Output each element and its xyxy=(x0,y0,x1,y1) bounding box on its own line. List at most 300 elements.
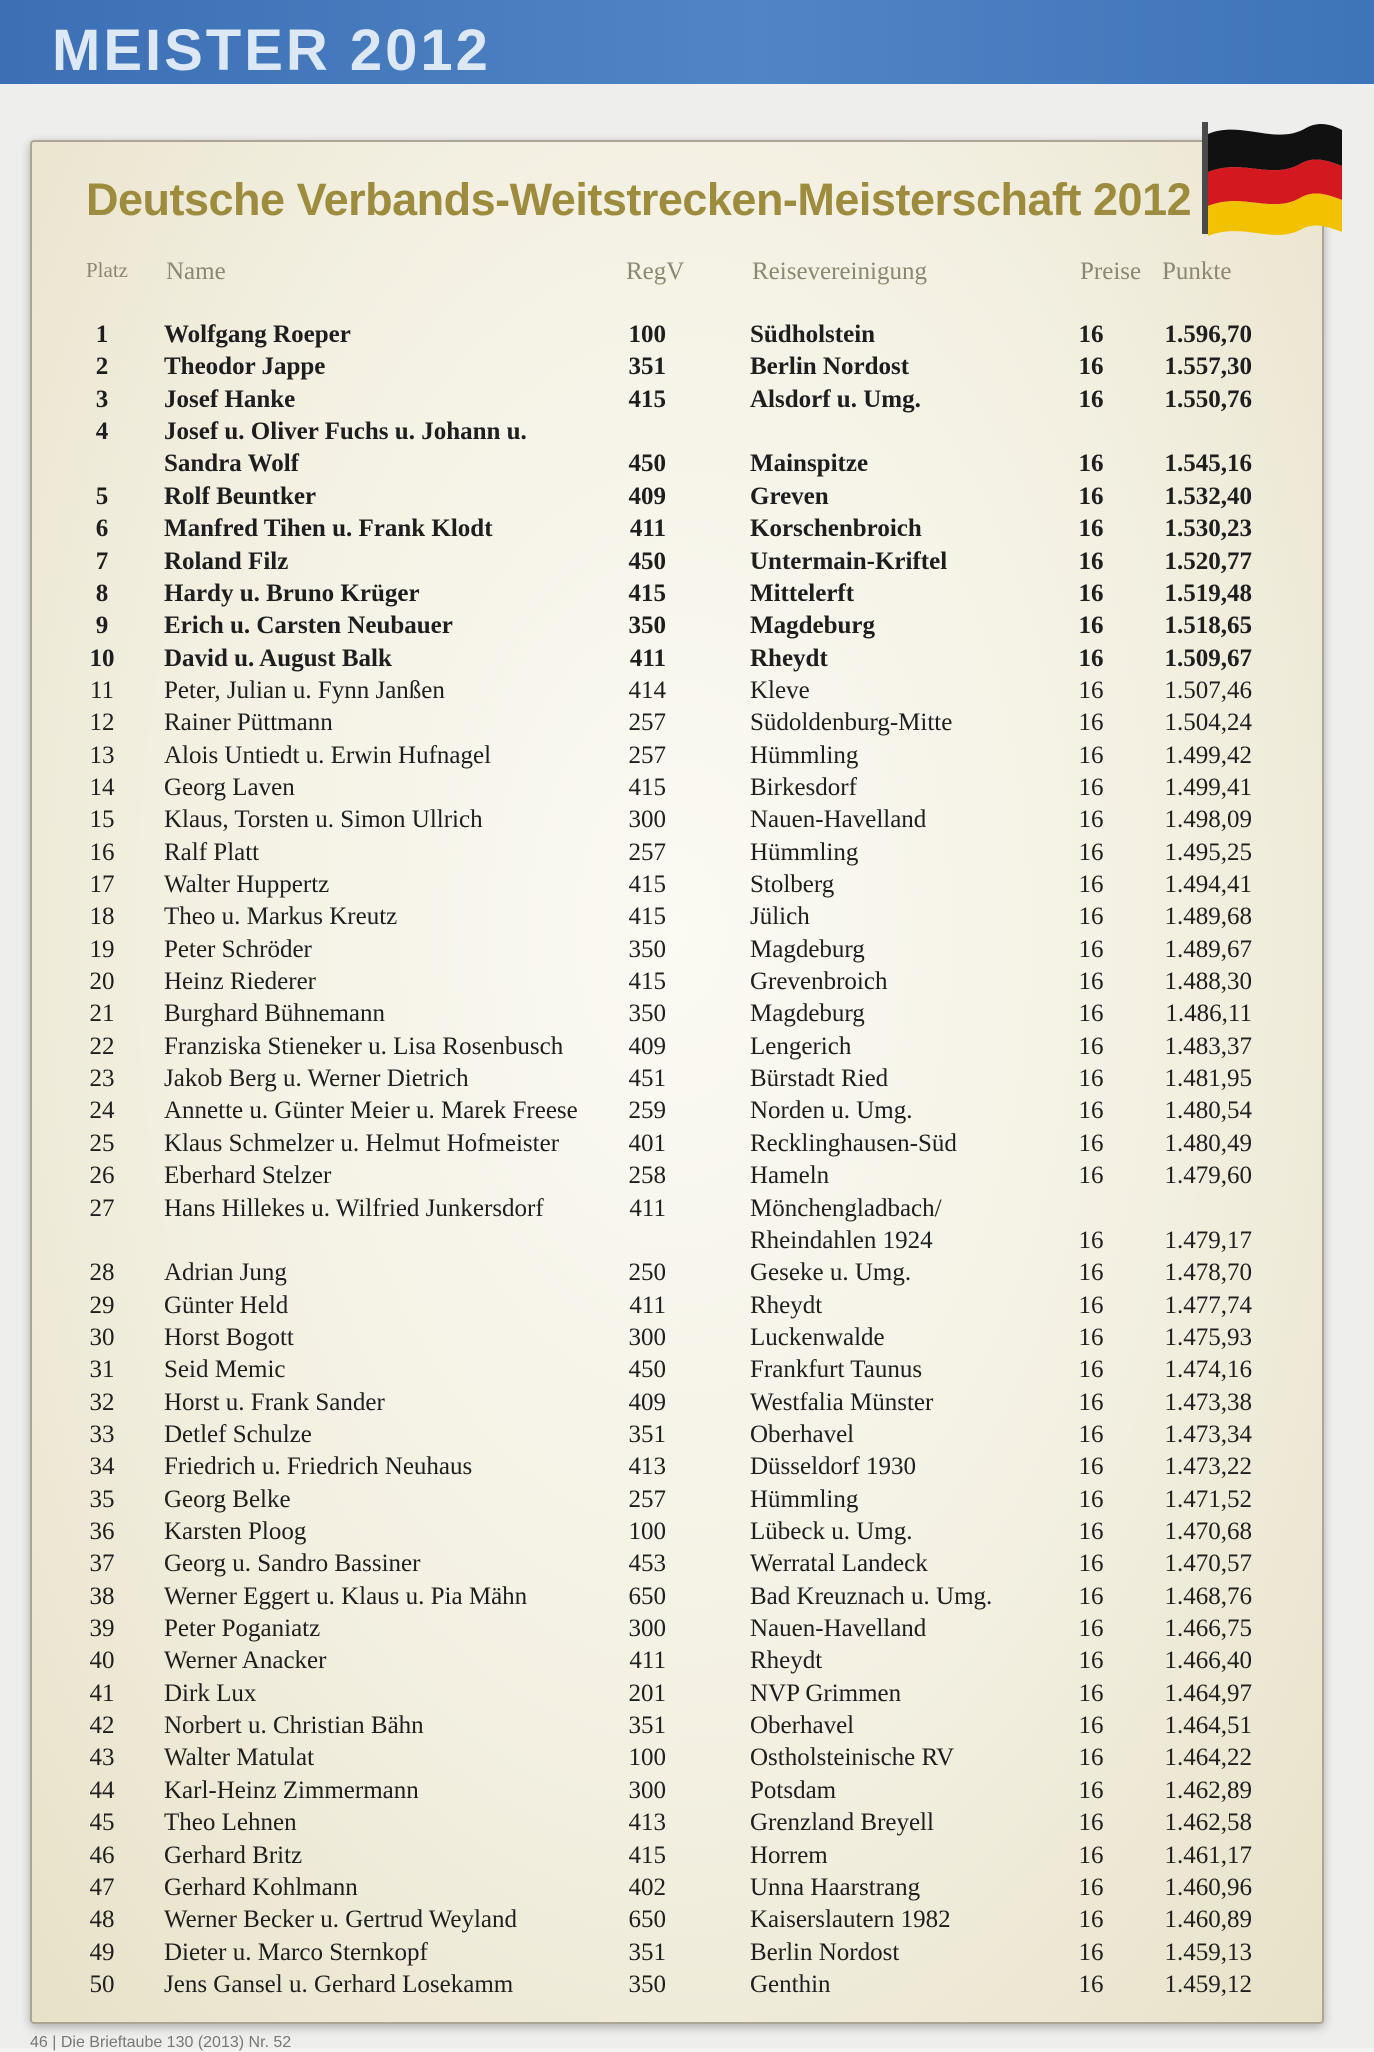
cell-name: Georg Belke xyxy=(164,1485,291,1513)
table-row xyxy=(0,1741,1374,1775)
cell-platz: 10 xyxy=(89,644,115,672)
cell-preise: 16 xyxy=(1078,1291,1104,1319)
table-row xyxy=(0,1127,1374,1161)
cell-name: Josef Hanke xyxy=(164,385,296,413)
cell-name: Manfred Tihen u. Frank Klodt xyxy=(164,515,493,543)
cell-punkte: 1.464,22 xyxy=(1164,1744,1252,1772)
cell-preise: 16 xyxy=(1078,353,1104,381)
cell-preise: 16 xyxy=(1078,1970,1104,1998)
cell-regv: 415 xyxy=(628,773,666,801)
cell-regv: 100 xyxy=(628,1744,666,1772)
table-row xyxy=(0,350,1374,384)
cell-platz: 14 xyxy=(89,773,115,801)
table-row xyxy=(0,1483,1374,1517)
table-row xyxy=(0,1192,1374,1226)
cell-preise: 16 xyxy=(1078,773,1104,801)
cell-rv: Grenzland Breyell xyxy=(750,1809,934,1837)
cell-name: Dirk Lux xyxy=(164,1679,257,1707)
cell-regv: 411 xyxy=(629,1291,666,1319)
german-flag-icon xyxy=(1196,116,1346,238)
cell-regv: 201 xyxy=(628,1679,666,1707)
cell-name: Burghard Bühnemann xyxy=(164,1000,386,1028)
cell-preise: 16 xyxy=(1078,1938,1104,1966)
cell-preise: 16 xyxy=(1078,1906,1104,1934)
table-row xyxy=(0,642,1374,676)
cell-preise: 16 xyxy=(1078,579,1104,607)
table-row xyxy=(0,1677,1374,1711)
table-row xyxy=(0,1224,1374,1258)
cell-name: Ralf Platt xyxy=(164,838,260,866)
cell-platz: 23 xyxy=(89,1065,115,1093)
table-row xyxy=(0,1839,1374,1873)
cell-preise: 16 xyxy=(1078,968,1104,995)
cell-regv: 409 xyxy=(628,482,666,510)
cell-preise: 16 xyxy=(1078,1647,1104,1675)
cell-name: David u. August Balk xyxy=(164,644,392,672)
cell-name: Norbert u. Christian Bähn xyxy=(164,1712,424,1739)
cell-platz: 48 xyxy=(89,1906,115,1934)
cell-punkte: 1.494,41 xyxy=(1164,871,1252,898)
cell-name: Alois Untiedt u. Erwin Hufnagel xyxy=(164,741,492,769)
cell-punkte: 1.557,30 xyxy=(1164,353,1252,381)
cell-regv: 411 xyxy=(629,1647,666,1675)
cell-rv: Alsdorf u. Umg. xyxy=(750,385,921,413)
cell-preise: 16 xyxy=(1078,1615,1104,1642)
table-row xyxy=(0,1547,1374,1581)
cell-preise: 16 xyxy=(1078,1323,1104,1351)
cell-regv: 300 xyxy=(628,806,666,834)
cell-preise: 16 xyxy=(1078,1453,1104,1481)
table-row xyxy=(0,1580,1374,1614)
cell-rv: Geseke u. Umg. xyxy=(750,1259,912,1287)
cell-punkte: 1.486,11 xyxy=(1165,1000,1252,1028)
cell-preise: 16 xyxy=(1078,1873,1104,1901)
cell-name: Walter Matulat xyxy=(164,1744,315,1772)
cell-platz: 33 xyxy=(89,1420,115,1448)
cell-punkte: 1.499,41 xyxy=(1164,773,1252,801)
cell-rv: Grevenbroich xyxy=(750,968,888,995)
cell-name: Werner Becker u. Gertrud Weyland xyxy=(164,1906,518,1934)
cell-name: Peter Schröder xyxy=(164,935,312,963)
table-row xyxy=(0,868,1374,902)
cell-regv: 411 xyxy=(629,644,666,672)
table-row xyxy=(0,1386,1374,1420)
cell-platz: 29 xyxy=(89,1291,115,1319)
cell-rv: Berlin Nordost xyxy=(750,1938,900,1966)
cell-punkte: 1.489,67 xyxy=(1164,935,1252,963)
cell-platz: 13 xyxy=(89,741,115,769)
cell-name: Horst u. Frank Sander xyxy=(164,1388,385,1416)
cell-platz: 22 xyxy=(89,1032,115,1060)
cell-regv: 401 xyxy=(628,1129,666,1157)
cell-regv: 300 xyxy=(628,1776,666,1804)
table-row xyxy=(0,1903,1374,1937)
cell-platz: 42 xyxy=(89,1712,115,1739)
table-row xyxy=(0,1418,1374,1452)
cell-rv: Hümmling xyxy=(750,1485,859,1513)
cell-regv: 351 xyxy=(628,353,666,381)
cell-name: Horst Bogott xyxy=(164,1323,294,1351)
cell-name: Günter Held xyxy=(164,1291,289,1319)
cell-regv: 411 xyxy=(629,515,666,543)
cell-preise: 16 xyxy=(1078,1129,1104,1157)
cell-rv: Genthin xyxy=(750,1970,831,1998)
cell-preise: 16 xyxy=(1078,1841,1104,1869)
cell-regv: 350 xyxy=(628,1000,666,1028)
cell-punkte: 1.478,70 xyxy=(1164,1259,1252,1287)
cell-platz: 27 xyxy=(89,1194,115,1222)
table-row xyxy=(0,512,1374,546)
page-footer: 46 | Die Brieftaube 130 (2013) Nr. 52 xyxy=(30,2034,292,2051)
cell-rv: Magdeburg xyxy=(750,1000,865,1028)
cell-platz: 2 xyxy=(95,353,109,381)
cell-rv: Horrem xyxy=(750,1841,828,1869)
table-row xyxy=(0,706,1374,740)
cell-punkte: 1.550,76 xyxy=(1164,385,1252,413)
cell-punkte: 1.473,22 xyxy=(1164,1453,1252,1481)
cell-rv: Oberhavel xyxy=(750,1420,855,1448)
cell-preise: 16 xyxy=(1078,1550,1104,1578)
cell-platz: 39 xyxy=(89,1615,115,1642)
cell-preise: 16 xyxy=(1078,1582,1104,1610)
cell-platz: 30 xyxy=(89,1323,115,1351)
cell-punkte: 1.519,48 xyxy=(1164,579,1252,607)
cell-platz: 26 xyxy=(89,1162,115,1190)
cell-rv: Mittelerft xyxy=(750,579,855,607)
table-row xyxy=(0,1030,1374,1064)
table-row xyxy=(0,1321,1374,1355)
cell-preise: 16 xyxy=(1078,1032,1104,1060)
cell-rv: Mainspitze xyxy=(750,450,869,478)
cell-punkte: 1.509,67 xyxy=(1164,644,1252,672)
table-row xyxy=(0,933,1374,967)
cell-rv: Stolberg xyxy=(750,871,835,898)
table-row xyxy=(0,965,1374,999)
cell-regv: 257 xyxy=(628,741,666,769)
cell-rv: Werratal Landeck xyxy=(750,1550,928,1578)
cell-preise: 16 xyxy=(1078,1065,1104,1093)
cell-regv: 351 xyxy=(628,1420,666,1448)
cell-preise: 16 xyxy=(1078,450,1104,478)
cell-rv: Hameln xyxy=(750,1162,830,1190)
cell-regv: 413 xyxy=(628,1453,666,1481)
cell-punkte: 1.488,30 xyxy=(1164,968,1252,995)
cell-name: Jakob Berg u. Werner Dietrich xyxy=(164,1065,469,1093)
cell-rv: Kleve xyxy=(750,676,810,704)
cell-punkte: 1.473,34 xyxy=(1164,1420,1252,1448)
cell-rv: Norden u. Umg. xyxy=(750,1097,913,1125)
cell-platz: 32 xyxy=(89,1388,115,1416)
cell-platz: 41 xyxy=(89,1679,115,1707)
cell-rv: Südoldenburg-Mitte xyxy=(750,709,953,737)
table-row xyxy=(0,739,1374,773)
cell-punkte: 1.473,38 xyxy=(1164,1388,1252,1416)
cell-name: Seid Memic xyxy=(164,1356,286,1384)
cell-regv: 351 xyxy=(628,1938,666,1966)
cell-punkte: 1.475,93 xyxy=(1164,1323,1252,1351)
cell-rv: Greven xyxy=(750,482,829,510)
cell-rv: Magdeburg xyxy=(750,612,875,640)
column-header-regv: RegV xyxy=(626,258,685,285)
cell-punkte: 1.459,13 xyxy=(1164,1938,1252,1966)
table-row xyxy=(0,1353,1374,1387)
cell-regv: 409 xyxy=(628,1032,666,1060)
cell-platz: 1 xyxy=(95,321,109,348)
cell-name: Klaus, Torsten u. Simon Ullrich xyxy=(164,806,483,834)
cell-rv: Westfalia Münster xyxy=(750,1388,934,1416)
cell-platz: 28 xyxy=(89,1259,115,1287)
cell-punkte: 1.466,75 xyxy=(1164,1615,1252,1642)
cell-platz: 19 xyxy=(89,935,115,963)
cell-preise: 16 xyxy=(1078,1518,1104,1545)
cell-regv: 415 xyxy=(628,968,666,995)
cell-punkte: 1.596,70 xyxy=(1164,321,1252,348)
cell-name: Annette u. Günter Meier u. Marek Freese xyxy=(164,1097,578,1125)
table-row xyxy=(0,1289,1374,1323)
cell-regv: 409 xyxy=(628,1388,666,1416)
cell-name: Werner Anacker xyxy=(164,1647,327,1675)
cell-name: Jens Gansel u. Gerhard Losekamm xyxy=(164,1970,514,1998)
cell-regv: 257 xyxy=(628,709,666,737)
cell-preise: 16 xyxy=(1078,871,1104,898)
cell-platz: 15 xyxy=(89,806,115,834)
cell-punkte: 1.464,51 xyxy=(1164,1712,1252,1739)
cell-name: Werner Eggert u. Klaus u. Pia Mähn xyxy=(164,1582,528,1610)
cell-platz: 31 xyxy=(89,1356,115,1384)
cell-name: Georg u. Sandro Bassiner xyxy=(164,1550,421,1578)
table-row xyxy=(0,836,1374,870)
cell-regv: 415 xyxy=(628,385,666,413)
cell-regv: 650 xyxy=(628,1582,666,1610)
cell-name: Josef u. Oliver Fuchs u. Johann u. xyxy=(164,418,527,446)
cell-rv: Düsseldorf 1930 xyxy=(750,1453,916,1481)
cell-name: Dieter u. Marco Sternkopf xyxy=(164,1938,428,1966)
table-row xyxy=(0,1709,1374,1743)
cell-regv: 100 xyxy=(628,321,666,348)
cell-regv: 402 xyxy=(628,1873,666,1901)
cell-rv: Korschenbroich xyxy=(750,515,922,543)
table-row xyxy=(0,1515,1374,1549)
cell-platz: 11 xyxy=(89,676,115,704)
cell-preise: 16 xyxy=(1078,1356,1104,1384)
cell-platz: 44 xyxy=(89,1776,115,1804)
cell-name: Rainer Püttmann xyxy=(164,709,333,737)
cell-rv: Untermain-Kriftel xyxy=(750,547,948,575)
cell-rv: Luckenwalde xyxy=(750,1323,885,1351)
cell-punkte: 1.480,49 xyxy=(1164,1129,1252,1157)
cell-name: Hans Hillekes u. Wilfried Junkersdorf xyxy=(164,1194,544,1222)
cell-rv: Jülich xyxy=(750,903,810,931)
cell-regv: 415 xyxy=(628,871,666,898)
cell-name: Hardy u. Bruno Krüger xyxy=(164,579,420,607)
cell-punkte: 1.530,23 xyxy=(1164,515,1252,543)
cell-punkte: 1.474,16 xyxy=(1164,1356,1252,1384)
cell-regv: 451 xyxy=(628,1065,666,1093)
cell-name: Karl-Heinz Zimmermann xyxy=(164,1776,419,1804)
column-header-reisevereinigung: Reisevereinigung xyxy=(752,258,927,285)
cell-rv: Potsdam xyxy=(750,1776,837,1804)
table-row xyxy=(0,997,1374,1031)
cell-punkte: 1.459,12 xyxy=(1164,1970,1252,1998)
cell-name: Georg Laven xyxy=(164,773,295,801)
cell-rv: Rheydt xyxy=(750,1291,823,1319)
table-row xyxy=(0,609,1374,643)
cell-name: Franziska Stieneker u. Lisa Rosenbusch xyxy=(164,1032,564,1060)
table-row xyxy=(0,900,1374,934)
cell-regv: 258 xyxy=(628,1162,666,1190)
cell-regv: 300 xyxy=(628,1323,666,1351)
cell-name: Sandra Wolf xyxy=(164,450,299,478)
cell-platz: 47 xyxy=(89,1873,115,1901)
cell-name: Eberhard Stelzer xyxy=(164,1162,332,1190)
cell-preise: 16 xyxy=(1078,741,1104,769)
cell-rv: Bürstadt Ried xyxy=(750,1065,889,1093)
championship-title: Deutsche Verbands-Weitstrecken-Meisterschaft 2012 xyxy=(86,174,1192,225)
table-row xyxy=(0,577,1374,611)
cell-platz: 25 xyxy=(89,1129,115,1157)
table-row xyxy=(0,318,1374,352)
cell-platz: 9 xyxy=(95,612,109,640)
cell-punkte: 1.495,25 xyxy=(1164,838,1252,866)
table-row xyxy=(0,1094,1374,1128)
cell-punkte: 1.460,89 xyxy=(1164,1906,1252,1934)
cell-name: Rolf Beuntker xyxy=(164,482,317,510)
cell-rv: Birkesdorf xyxy=(750,773,857,801)
column-header-platz: Platz xyxy=(86,258,128,282)
cell-regv: 300 xyxy=(628,1615,666,1642)
cell-platz: 7 xyxy=(95,547,109,575)
cell-platz: 40 xyxy=(89,1647,115,1675)
cell-punkte: 1.477,74 xyxy=(1164,1291,1252,1319)
cell-platz: 16 xyxy=(89,838,115,866)
cell-rv: Kaiserslautern 1982 xyxy=(750,1906,951,1934)
cell-preise: 16 xyxy=(1078,612,1104,640)
cell-punkte: 1.462,58 xyxy=(1164,1809,1252,1837)
cell-regv: 450 xyxy=(628,547,666,575)
cell-platz: 46 xyxy=(89,1841,115,1869)
cell-regv: 100 xyxy=(628,1518,666,1545)
cell-name: Gerhard Kohlmann xyxy=(164,1873,358,1901)
cell-rv: Recklinghausen-Süd xyxy=(750,1129,957,1157)
cell-platz: 38 xyxy=(89,1582,115,1610)
cell-rv: Bad Kreuznach u. Umg. xyxy=(750,1582,993,1610)
cell-punkte: 1.470,57 xyxy=(1164,1550,1252,1578)
cell-rv: Magdeburg xyxy=(750,935,865,963)
table-row xyxy=(0,545,1374,579)
table-row xyxy=(0,1871,1374,1905)
cell-platz: 12 xyxy=(89,709,115,737)
cell-preise: 16 xyxy=(1078,1000,1104,1028)
cell-name: Wolfgang Roeper xyxy=(164,321,351,348)
cell-rv: Rheydt xyxy=(750,1647,823,1675)
cell-regv: 250 xyxy=(628,1259,666,1287)
cell-platz: 20 xyxy=(89,968,115,995)
cell-preise: 16 xyxy=(1078,547,1104,575)
cell-platz: 49 xyxy=(89,1938,115,1966)
cell-platz: 18 xyxy=(89,903,115,931)
cell-rv: Nauen-Havelland xyxy=(750,1615,927,1642)
column-header-preise: Preise xyxy=(1080,258,1142,285)
cell-punkte: 1.499,42 xyxy=(1164,741,1252,769)
cell-punkte: 1.507,46 xyxy=(1164,676,1252,704)
cell-platz: 50 xyxy=(89,1970,115,1998)
cell-punkte: 1.479,60 xyxy=(1164,1162,1252,1190)
cell-punkte: 1.532,40 xyxy=(1164,482,1252,510)
table-row xyxy=(0,1256,1374,1290)
table-row xyxy=(0,447,1374,481)
table-row xyxy=(0,1968,1374,2002)
cell-rv: Nauen-Havelland xyxy=(750,806,927,834)
table-row xyxy=(0,1806,1374,1840)
cell-name: Gerhard Britz xyxy=(164,1841,303,1869)
cell-preise: 16 xyxy=(1078,903,1104,931)
cell-punkte: 1.479,17 xyxy=(1164,1226,1252,1254)
cell-preise: 16 xyxy=(1078,385,1104,413)
table-row xyxy=(0,415,1374,449)
table-row xyxy=(0,480,1374,514)
cell-platz: 36 xyxy=(89,1518,115,1545)
cell-platz: 37 xyxy=(89,1550,115,1578)
table-row xyxy=(0,674,1374,708)
cell-platz: 24 xyxy=(89,1097,115,1125)
cell-rv: Berlin Nordost xyxy=(750,353,910,381)
cell-name: Detlef Schulze xyxy=(164,1420,312,1448)
cell-regv: 257 xyxy=(628,1485,666,1513)
cell-preise: 16 xyxy=(1078,1226,1104,1254)
cell-punkte: 1.466,40 xyxy=(1164,1647,1252,1675)
cell-regv: 350 xyxy=(628,612,666,640)
cell-preise: 16 xyxy=(1078,838,1104,866)
cell-regv: 453 xyxy=(628,1550,666,1578)
cell-punkte: 1.481,95 xyxy=(1164,1065,1252,1093)
cell-name: Adrian Jung xyxy=(164,1259,287,1287)
cell-regv: 415 xyxy=(628,903,666,931)
cell-punkte: 1.545,16 xyxy=(1164,450,1252,478)
cell-rv: Hümmling xyxy=(750,838,859,866)
cell-name: Erich u. Carsten Neubauer xyxy=(164,612,453,640)
cell-punkte: 1.461,17 xyxy=(1164,1841,1252,1869)
cell-rv: Frankfurt Taunus xyxy=(750,1356,923,1384)
cell-preise: 16 xyxy=(1078,676,1104,704)
top-banner xyxy=(0,0,1374,84)
cell-rv: Unna Haarstrang xyxy=(750,1873,921,1901)
cell-name: Peter, Julian u. Fynn Janßen xyxy=(164,676,445,704)
cell-regv: 415 xyxy=(628,579,666,607)
cell-regv: 415 xyxy=(628,1841,666,1869)
cell-regv: 350 xyxy=(628,1970,666,1998)
cell-platz: 21 xyxy=(89,1000,115,1028)
cell-preise: 16 xyxy=(1078,709,1104,737)
cell-punkte: 1.468,76 xyxy=(1164,1582,1252,1610)
table-row xyxy=(0,1159,1374,1193)
cell-rv: Lübeck u. Umg. xyxy=(750,1518,913,1545)
cell-platz: 35 xyxy=(89,1485,115,1513)
cell-punkte: 1.504,24 xyxy=(1164,709,1252,737)
cell-regv: 257 xyxy=(628,838,666,866)
cell-rv: Südholstein xyxy=(750,321,876,348)
cell-preise: 16 xyxy=(1078,1809,1104,1837)
cell-name: Theodor Jappe xyxy=(164,353,326,381)
cell-preise: 16 xyxy=(1078,806,1104,834)
cell-regv: 450 xyxy=(628,450,666,478)
cell-preise: 16 xyxy=(1078,1259,1104,1287)
cell-preise: 16 xyxy=(1078,1712,1104,1739)
column-header-punkte: Punkte xyxy=(1162,258,1232,285)
cell-rv: Ostholsteinische RV xyxy=(750,1744,955,1772)
cell-punkte: 1.464,97 xyxy=(1164,1679,1252,1707)
cell-preise: 16 xyxy=(1078,1420,1104,1448)
cell-preise: 16 xyxy=(1078,321,1104,348)
